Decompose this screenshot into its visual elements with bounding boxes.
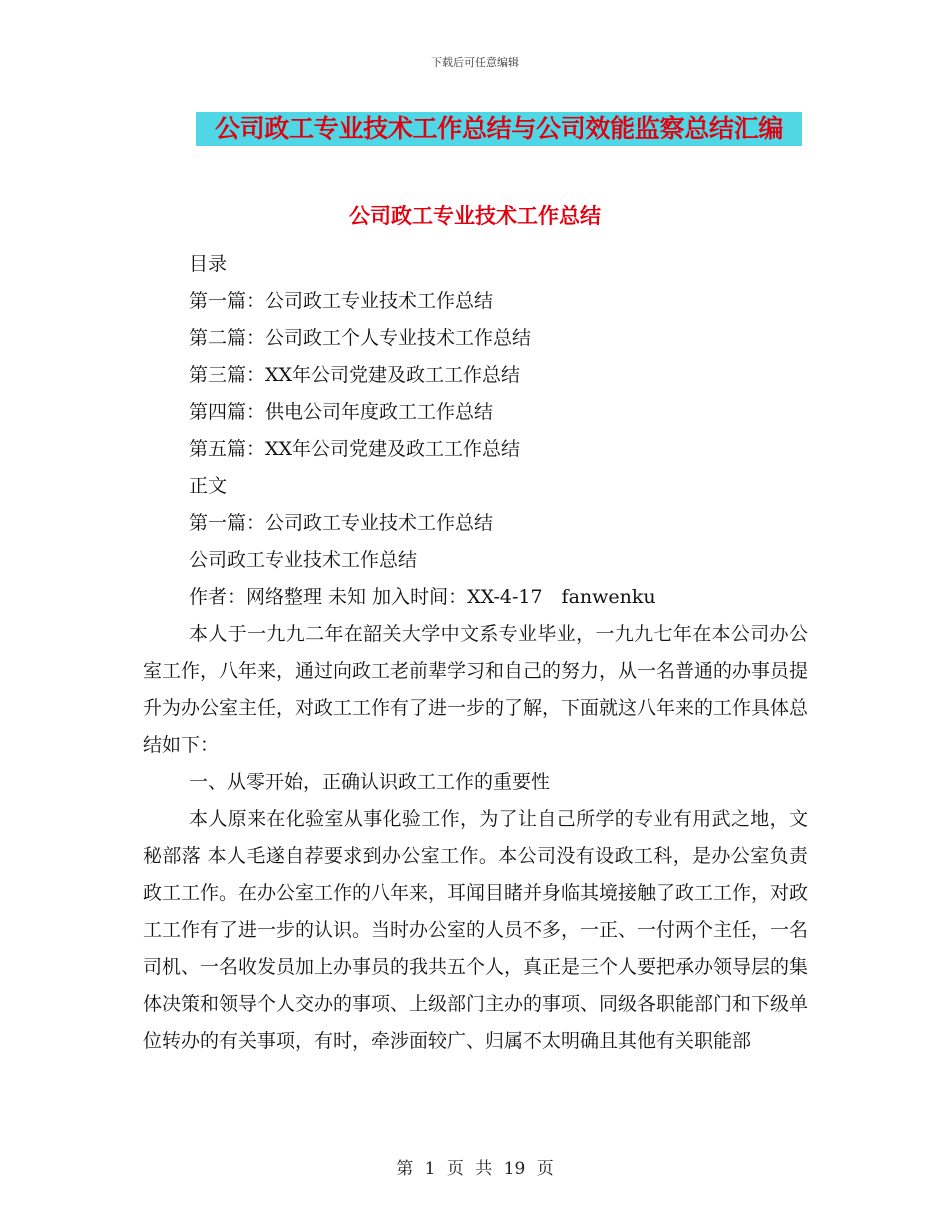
article-byline: 作者：网络整理 未知 加入时间：XX-4-17 fanwenku	[189, 586, 656, 608]
chapter-title: 第一篇：公司政工专业技术工作总结	[189, 512, 494, 534]
article-title: 公司政工专业技术工作总结	[189, 549, 418, 571]
toc-item: 第三篇：XX年公司党建及政工工作总结	[189, 364, 521, 386]
page-number: 第 1 页 共 19 页	[396, 1159, 554, 1179]
document-body	[143, 246, 808, 1060]
toc-item: 第五篇：XX年公司党建及政工工作总结	[189, 438, 521, 460]
toc-item: 第四篇：供电公司年度政工工作总结	[189, 401, 494, 423]
paragraph: 本人原来在化验室从事化验工作，为了让自己所学的专业有用武之地，文秘部落 本人毛遂自荐要求到办公室工作。本公司没有设政工科，是办公室负责政工工作。在办公室工作的八年来，耳闻目睹并身临其境接触了政工工作，对政工工作有了进一步的认识。当时办公室的人员不多，一正、一付两个主任，一名司机、一名收发员加上办事员的我共五个人，真正是三个人要把承办领导层的集体决策和领导个人交办的事项、上级部门主办的事项、同级各职能部门和下级单位转办的有关事项，有时，牵涉面较广、归属不太明确且其他有关职能部	[143, 808, 809, 1052]
content-heading: 正文	[189, 475, 228, 497]
document-main-title: 公司政工专业技术工作总结与公司效能监察总结汇编	[196, 112, 802, 146]
toc-heading: 目录	[189, 253, 228, 275]
section-title: 公司政工专业技术工作总结	[349, 204, 601, 228]
toc-item: 第二篇：公司政工个人专业技术工作总结	[189, 327, 532, 349]
section-heading: 一、从零开始，正确认识政工工作的重要性	[189, 771, 551, 793]
toc-item: 第一篇：公司政工专业技术工作总结	[189, 290, 494, 312]
header-note: 下载后可任意编辑	[431, 56, 519, 69]
paragraph: 本人于一九九二年在韶关大学中文系专业毕业，一九九七年在本公司办公室工作，八年来，通过向政工老前辈学习和自己的努力，从一名普通的办事员提升为办公室主任，对政工工作有了进一步的了解，下面就这八年来的工作具体总结如下：	[143, 623, 809, 756]
